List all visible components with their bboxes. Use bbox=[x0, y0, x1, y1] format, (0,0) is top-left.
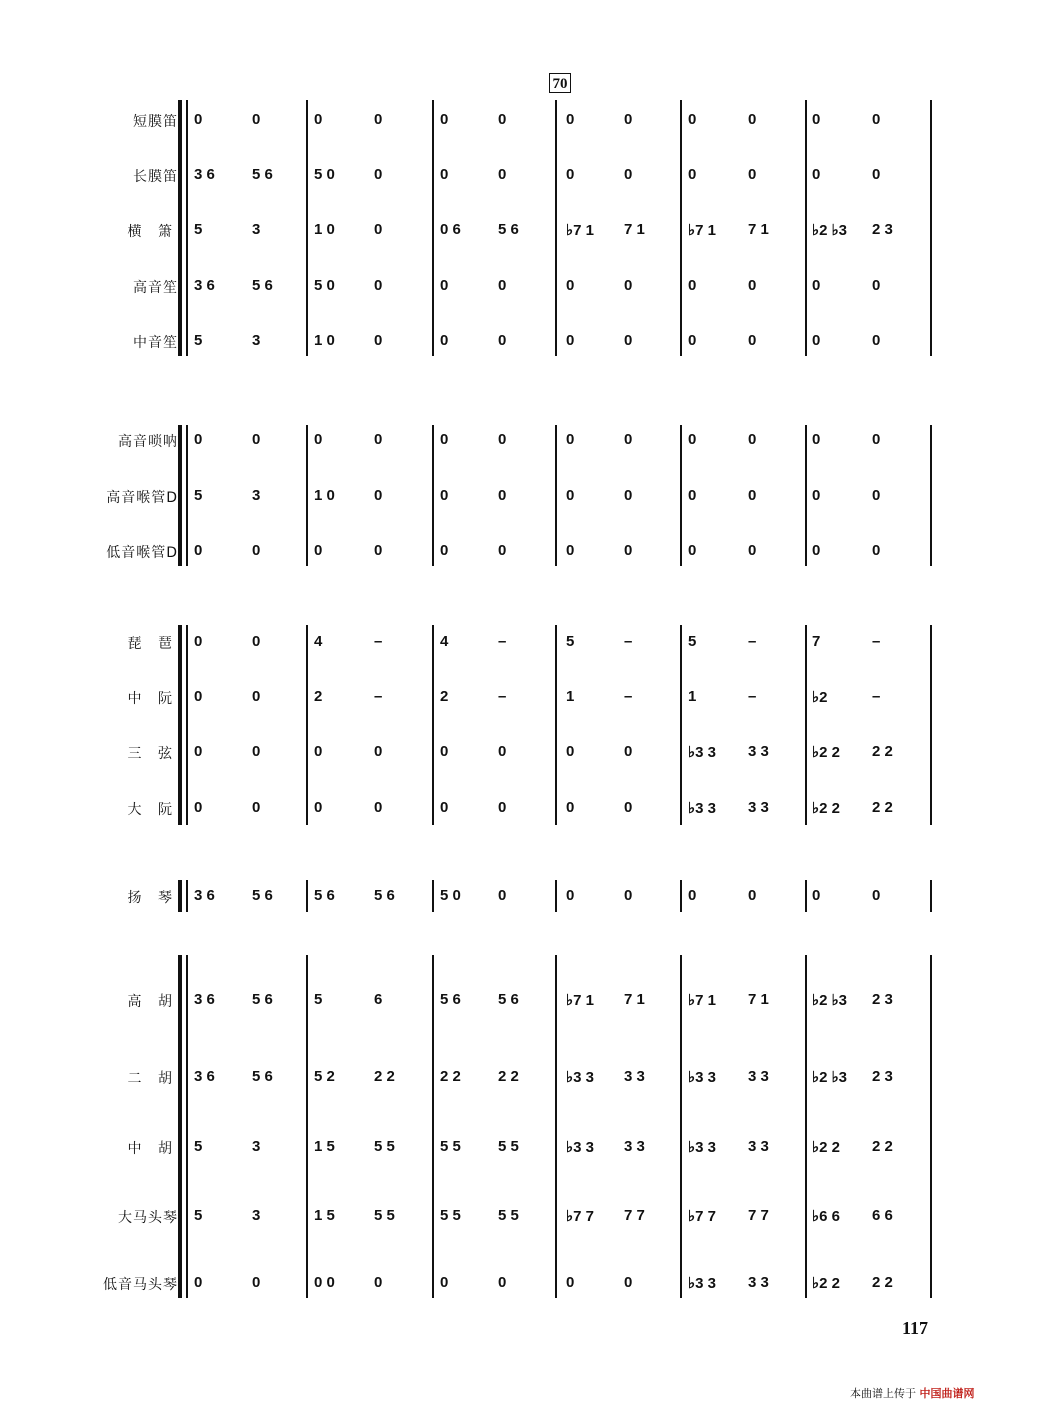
note-cell: ♭3 3 bbox=[688, 1275, 716, 1292]
note-cell: 0 bbox=[688, 431, 697, 448]
note-cell: 0 bbox=[748, 111, 757, 128]
note-cell: 3 3 bbox=[748, 743, 769, 760]
note-cell: 0 bbox=[194, 111, 203, 128]
note-cell: 0 bbox=[440, 431, 449, 448]
note-cell: 2 bbox=[314, 688, 323, 705]
instrument-label: 高音唢呐 bbox=[118, 434, 178, 450]
note-cell: 2 2 bbox=[872, 799, 893, 816]
note-cell: 0 bbox=[624, 487, 633, 504]
note-cell: 7 1 bbox=[748, 221, 769, 238]
note-cell: ♭2 ♭3 bbox=[812, 992, 848, 1009]
note-cell: 0 bbox=[624, 111, 633, 128]
note-cell: 0 bbox=[688, 487, 697, 504]
note-cell: 3 bbox=[252, 1138, 261, 1155]
note-cell: 0 bbox=[440, 799, 449, 816]
note-cell: 0 bbox=[872, 166, 881, 183]
note-cell: 5 6 bbox=[314, 887, 335, 904]
barline bbox=[930, 880, 932, 912]
note-cell: 1 0 bbox=[314, 332, 335, 349]
group-bracket-yangqin bbox=[178, 880, 182, 912]
note-cell: 5 6 bbox=[252, 277, 273, 294]
note-cell: 6 6 bbox=[872, 1207, 893, 1224]
footer bbox=[850, 1385, 975, 1401]
note-cell: 5 6 bbox=[252, 887, 273, 904]
note-cell: 7 1 bbox=[748, 991, 769, 1008]
note-cell: 0 bbox=[194, 542, 203, 559]
barline bbox=[432, 625, 434, 825]
note-cell: 0 bbox=[498, 277, 507, 294]
barline bbox=[930, 425, 932, 566]
note-cell: 0 bbox=[624, 277, 633, 294]
note-cell: 0 bbox=[872, 277, 881, 294]
note-cell: 0 bbox=[872, 487, 881, 504]
note-cell: 7 1 bbox=[624, 221, 645, 238]
note-cell: 0 bbox=[624, 542, 633, 559]
note-cell: 0 bbox=[812, 487, 821, 504]
note-cell: ♭6 6 bbox=[812, 1208, 840, 1225]
barline bbox=[306, 880, 308, 912]
barline bbox=[432, 880, 434, 912]
note-cell: ♭7 1 bbox=[688, 222, 716, 239]
note-cell: 3 3 bbox=[748, 1138, 769, 1155]
note-cell: 0 bbox=[566, 487, 575, 504]
note-cell: 5 6 bbox=[252, 1068, 273, 1085]
rehearsal-mark: 70 bbox=[549, 73, 571, 93]
note-cell: 2 3 bbox=[872, 1068, 893, 1085]
barline bbox=[432, 100, 434, 356]
note-cell: 0 bbox=[812, 431, 821, 448]
note-cell: 0 bbox=[624, 887, 633, 904]
note-cell: 3 bbox=[252, 487, 261, 504]
barline bbox=[805, 625, 807, 825]
note-cell: 2 2 bbox=[872, 1138, 893, 1155]
instrument-label: 三 弦 bbox=[127, 746, 178, 762]
note-cell: ♭3 3 bbox=[688, 800, 716, 817]
note-cell: 2 3 bbox=[872, 991, 893, 1008]
note-cell: ♭2 ♭3 bbox=[812, 1069, 848, 1086]
note-cell: – bbox=[624, 688, 633, 705]
note-cell: 0 bbox=[688, 542, 697, 559]
note-cell: ♭3 3 bbox=[688, 1069, 716, 1086]
note-cell: 3 6 bbox=[194, 1068, 215, 1085]
note-cell: 0 bbox=[374, 542, 383, 559]
note-cell: 5 bbox=[194, 221, 203, 238]
note-cell: 0 bbox=[624, 799, 633, 816]
instrument-label: 中音笙 bbox=[133, 335, 178, 351]
barline bbox=[805, 425, 807, 566]
note-cell: ♭3 3 bbox=[566, 1069, 594, 1086]
instrument-label: 扬 琴 bbox=[127, 890, 178, 906]
note-cell: 4 bbox=[440, 633, 449, 650]
instrument-label: 横 箫 bbox=[127, 224, 178, 240]
note-cell: 0 bbox=[812, 277, 821, 294]
note-cell: 0 bbox=[872, 431, 881, 448]
note-cell: 0 bbox=[252, 743, 261, 760]
note-cell: 0 bbox=[748, 542, 757, 559]
note-cell: 5 bbox=[566, 633, 575, 650]
instrument-label: 高音喉管D bbox=[106, 490, 178, 506]
note-cell: ♭2 2 bbox=[812, 800, 840, 817]
note-cell: 0 bbox=[252, 799, 261, 816]
note-cell: 0 bbox=[566, 431, 575, 448]
note-cell: 0 bbox=[374, 221, 383, 238]
note-cell: 2 3 bbox=[872, 221, 893, 238]
note-cell: 0 bbox=[872, 111, 881, 128]
note-cell: 0 bbox=[194, 431, 203, 448]
note-cell: 2 2 bbox=[872, 1274, 893, 1291]
instrument-label: 大马头琴 bbox=[118, 1210, 178, 1226]
note-cell: 0 bbox=[498, 542, 507, 559]
note-cell: 0 bbox=[748, 431, 757, 448]
note-cell: 0 bbox=[440, 743, 449, 760]
note-cell: 0 bbox=[374, 1274, 383, 1291]
note-cell: 0 bbox=[748, 277, 757, 294]
note-cell: 4 bbox=[314, 633, 323, 650]
note-cell: 0 bbox=[812, 111, 821, 128]
note-cell: ♭2 2 bbox=[812, 744, 840, 761]
note-cell: 0 bbox=[624, 743, 633, 760]
note-cell: 0 bbox=[440, 1274, 449, 1291]
barline bbox=[555, 625, 557, 825]
barline bbox=[680, 955, 682, 1298]
note-cell: 3 3 bbox=[624, 1138, 645, 1155]
note-cell: 0 bbox=[194, 1274, 203, 1291]
footer-text: 本曲谱上传于 bbox=[850, 1387, 916, 1400]
note-cell: – bbox=[498, 633, 507, 650]
note-cell: 0 bbox=[812, 166, 821, 183]
barline bbox=[555, 880, 557, 912]
note-cell: ♭2 ♭3 bbox=[812, 222, 848, 239]
note-cell: 3 6 bbox=[194, 166, 215, 183]
barline bbox=[555, 425, 557, 566]
note-cell: 1 bbox=[566, 688, 575, 705]
note-cell: 0 bbox=[498, 111, 507, 128]
note-cell: 0 bbox=[498, 487, 507, 504]
note-cell: 0 bbox=[440, 166, 449, 183]
note-cell: 0 bbox=[498, 166, 507, 183]
system-start-line bbox=[186, 625, 188, 825]
note-cell: 0 bbox=[624, 1274, 633, 1291]
system-start-line bbox=[186, 955, 188, 1298]
note-cell: 0 bbox=[498, 743, 507, 760]
group-bracket-winds bbox=[178, 100, 182, 356]
note-cell: 0 bbox=[624, 332, 633, 349]
note-cell: 0 bbox=[688, 277, 697, 294]
note-cell: 0 bbox=[440, 277, 449, 294]
note-cell: 0 bbox=[566, 542, 575, 559]
note-cell: – bbox=[624, 633, 633, 650]
note-cell: 3 6 bbox=[194, 991, 215, 1008]
barline bbox=[680, 425, 682, 566]
note-cell: 5 5 bbox=[498, 1207, 519, 1224]
note-cell: 3 bbox=[252, 1207, 261, 1224]
note-cell: 0 bbox=[498, 332, 507, 349]
note-cell: 5 6 bbox=[374, 887, 395, 904]
group-bracket-plucked bbox=[178, 625, 182, 825]
barline bbox=[805, 100, 807, 356]
note-cell: 5 2 bbox=[314, 1068, 335, 1085]
note-cell: 1 5 bbox=[314, 1138, 335, 1155]
note-cell: – bbox=[374, 633, 383, 650]
note-cell: 1 bbox=[688, 688, 697, 705]
note-cell: ♭7 7 bbox=[566, 1208, 594, 1225]
note-cell: 0 bbox=[252, 111, 261, 128]
note-cell: 5 6 bbox=[252, 991, 273, 1008]
barline bbox=[930, 955, 932, 1298]
note-cell: 0 bbox=[314, 799, 323, 816]
group-bracket-reeds bbox=[178, 425, 182, 566]
note-cell: 6 bbox=[374, 991, 383, 1008]
instrument-label: 中 阮 bbox=[127, 691, 178, 707]
barline bbox=[555, 100, 557, 356]
note-cell: 3 3 bbox=[748, 1274, 769, 1291]
note-cell: – bbox=[748, 633, 757, 650]
note-cell: 7 1 bbox=[624, 991, 645, 1008]
note-cell: 0 bbox=[374, 487, 383, 504]
note-cell: 5 5 bbox=[440, 1207, 461, 1224]
instrument-label: 大 阮 bbox=[127, 802, 178, 818]
note-cell: 2 2 bbox=[498, 1068, 519, 1085]
note-cell: 3 bbox=[252, 221, 261, 238]
note-cell: 0 bbox=[252, 633, 261, 650]
note-cell: 0 bbox=[566, 277, 575, 294]
note-cell: 0 bbox=[498, 887, 507, 904]
barline bbox=[805, 955, 807, 1298]
note-cell: ♭7 1 bbox=[566, 222, 594, 239]
barline bbox=[306, 625, 308, 825]
barline bbox=[680, 625, 682, 825]
note-cell: 2 2 bbox=[440, 1068, 461, 1085]
note-cell: 5 bbox=[194, 1138, 203, 1155]
note-cell: ♭2 bbox=[812, 689, 828, 706]
note-cell: 5 bbox=[194, 1207, 203, 1224]
note-cell: 0 bbox=[194, 633, 203, 650]
note-cell: 5 bbox=[314, 991, 323, 1008]
note-cell: – bbox=[748, 688, 757, 705]
instrument-label: 高音笙 bbox=[133, 280, 178, 296]
system-start-line bbox=[186, 100, 188, 356]
note-cell: 0 bbox=[374, 799, 383, 816]
note-cell: 1 0 bbox=[314, 221, 335, 238]
footer-brand: 中国曲谱网 bbox=[919, 1387, 975, 1400]
note-cell: 5 5 bbox=[374, 1138, 395, 1155]
note-cell: 0 bbox=[688, 111, 697, 128]
note-cell: 2 2 bbox=[374, 1068, 395, 1085]
note-cell: 3 6 bbox=[194, 277, 215, 294]
note-cell: ♭3 3 bbox=[688, 744, 716, 761]
note-cell: 0 bbox=[566, 743, 575, 760]
note-cell: 0 bbox=[314, 542, 323, 559]
barline bbox=[805, 880, 807, 912]
note-cell: 5 bbox=[688, 633, 697, 650]
note-cell: ♭7 7 bbox=[688, 1208, 716, 1225]
note-cell: 0 bbox=[748, 332, 757, 349]
note-cell: 3 bbox=[252, 332, 261, 349]
note-cell: 7 bbox=[812, 633, 821, 650]
note-cell: 0 0 bbox=[314, 1274, 335, 1291]
note-cell: 5 5 bbox=[498, 1138, 519, 1155]
barline bbox=[680, 880, 682, 912]
note-cell: 0 bbox=[194, 688, 203, 705]
note-cell: 5 0 bbox=[314, 277, 335, 294]
note-cell: ♭2 2 bbox=[812, 1139, 840, 1156]
note-cell: 3 3 bbox=[748, 1068, 769, 1085]
note-cell: 0 bbox=[440, 542, 449, 559]
note-cell: 0 bbox=[252, 542, 261, 559]
note-cell: 5 6 bbox=[440, 991, 461, 1008]
note-cell: 3 3 bbox=[624, 1068, 645, 1085]
note-cell: 0 bbox=[498, 1274, 507, 1291]
note-cell: 1 0 bbox=[314, 487, 335, 504]
note-cell: – bbox=[872, 688, 881, 705]
instrument-label: 低音马头琴 bbox=[103, 1277, 178, 1293]
note-cell: 0 bbox=[314, 431, 323, 448]
note-cell: 0 bbox=[252, 431, 261, 448]
note-cell: 0 bbox=[498, 799, 507, 816]
note-cell: 0 6 bbox=[440, 221, 461, 238]
note-cell: 0 bbox=[374, 332, 383, 349]
note-cell: 0 bbox=[812, 332, 821, 349]
group-bracket-bowed bbox=[178, 955, 182, 1298]
barline bbox=[432, 425, 434, 566]
note-cell: 0 bbox=[194, 743, 203, 760]
note-cell: 5 0 bbox=[440, 887, 461, 904]
barline bbox=[930, 625, 932, 825]
note-cell: ♭3 3 bbox=[688, 1139, 716, 1156]
note-cell: 0 bbox=[374, 111, 383, 128]
instrument-label: 中 胡 bbox=[127, 1141, 178, 1157]
instrument-label: 短膜笛 bbox=[133, 114, 178, 130]
note-cell: – bbox=[374, 688, 383, 705]
barline bbox=[930, 100, 932, 356]
note-cell: ♭7 1 bbox=[566, 992, 594, 1009]
system-start-line bbox=[186, 880, 188, 912]
note-cell: 5 bbox=[194, 487, 203, 504]
page-number: 117 bbox=[901, 1318, 928, 1338]
note-cell: 5 0 bbox=[314, 166, 335, 183]
note-cell: 3 6 bbox=[194, 887, 215, 904]
note-cell: 0 bbox=[566, 887, 575, 904]
note-cell: ♭2 2 bbox=[812, 1275, 840, 1292]
barline bbox=[306, 425, 308, 566]
note-cell: 0 bbox=[498, 431, 507, 448]
note-cell: 0 bbox=[812, 542, 821, 559]
note-cell: 5 bbox=[194, 332, 203, 349]
note-cell: 0 bbox=[872, 887, 881, 904]
note-cell: 0 bbox=[252, 1274, 261, 1291]
note-cell: 0 bbox=[624, 166, 633, 183]
instrument-label: 高 胡 bbox=[127, 994, 178, 1010]
note-cell: 7 7 bbox=[624, 1207, 645, 1224]
note-cell: 3 3 bbox=[748, 799, 769, 816]
note-cell: 0 bbox=[440, 332, 449, 349]
barline bbox=[432, 955, 434, 1298]
note-cell: 0 bbox=[566, 1274, 575, 1291]
barline bbox=[555, 955, 557, 1298]
instrument-label: 二 胡 bbox=[127, 1071, 178, 1087]
note-cell: 0 bbox=[374, 277, 383, 294]
note-cell: 0 bbox=[440, 111, 449, 128]
note-cell: ♭7 1 bbox=[688, 992, 716, 1009]
note-cell: 5 6 bbox=[252, 166, 273, 183]
note-cell: 0 bbox=[872, 332, 881, 349]
note-cell: 0 bbox=[812, 887, 821, 904]
note-cell: 0 bbox=[566, 799, 575, 816]
note-cell: 0 bbox=[688, 887, 697, 904]
note-cell: 0 bbox=[252, 688, 261, 705]
instrument-label: 长膜笛 bbox=[133, 169, 178, 185]
note-cell: ♭3 3 bbox=[566, 1139, 594, 1156]
note-cell: 0 bbox=[374, 743, 383, 760]
note-cell: 0 bbox=[440, 487, 449, 504]
note-cell: 0 bbox=[314, 111, 323, 128]
note-cell: 7 7 bbox=[748, 1207, 769, 1224]
note-cell: 0 bbox=[566, 332, 575, 349]
note-cell: 0 bbox=[748, 487, 757, 504]
instrument-label: 低音喉管D bbox=[106, 545, 178, 561]
note-cell: 2 2 bbox=[872, 743, 893, 760]
note-cell: 0 bbox=[314, 743, 323, 760]
note-cell: 5 5 bbox=[374, 1207, 395, 1224]
note-cell: 0 bbox=[688, 166, 697, 183]
note-cell: 2 bbox=[440, 688, 449, 705]
note-cell: 0 bbox=[872, 542, 881, 559]
note-cell: 0 bbox=[194, 799, 203, 816]
system-start-line bbox=[186, 425, 188, 566]
note-cell: – bbox=[872, 633, 881, 650]
note-cell: 0 bbox=[566, 166, 575, 183]
note-cell: 0 bbox=[688, 332, 697, 349]
note-cell: 1 5 bbox=[314, 1207, 335, 1224]
barline bbox=[306, 100, 308, 356]
barline bbox=[680, 100, 682, 356]
note-cell: 0 bbox=[624, 431, 633, 448]
note-cell: 5 6 bbox=[498, 991, 519, 1008]
note-cell: 0 bbox=[748, 887, 757, 904]
note-cell: 0 bbox=[748, 166, 757, 183]
note-cell: 0 bbox=[566, 111, 575, 128]
note-cell: 5 6 bbox=[498, 221, 519, 238]
note-cell: 5 5 bbox=[440, 1138, 461, 1155]
note-cell: 0 bbox=[374, 431, 383, 448]
note-cell: 0 bbox=[374, 166, 383, 183]
note-cell: – bbox=[498, 688, 507, 705]
instrument-label: 琵 琶 bbox=[127, 636, 178, 652]
barline bbox=[306, 955, 308, 1298]
